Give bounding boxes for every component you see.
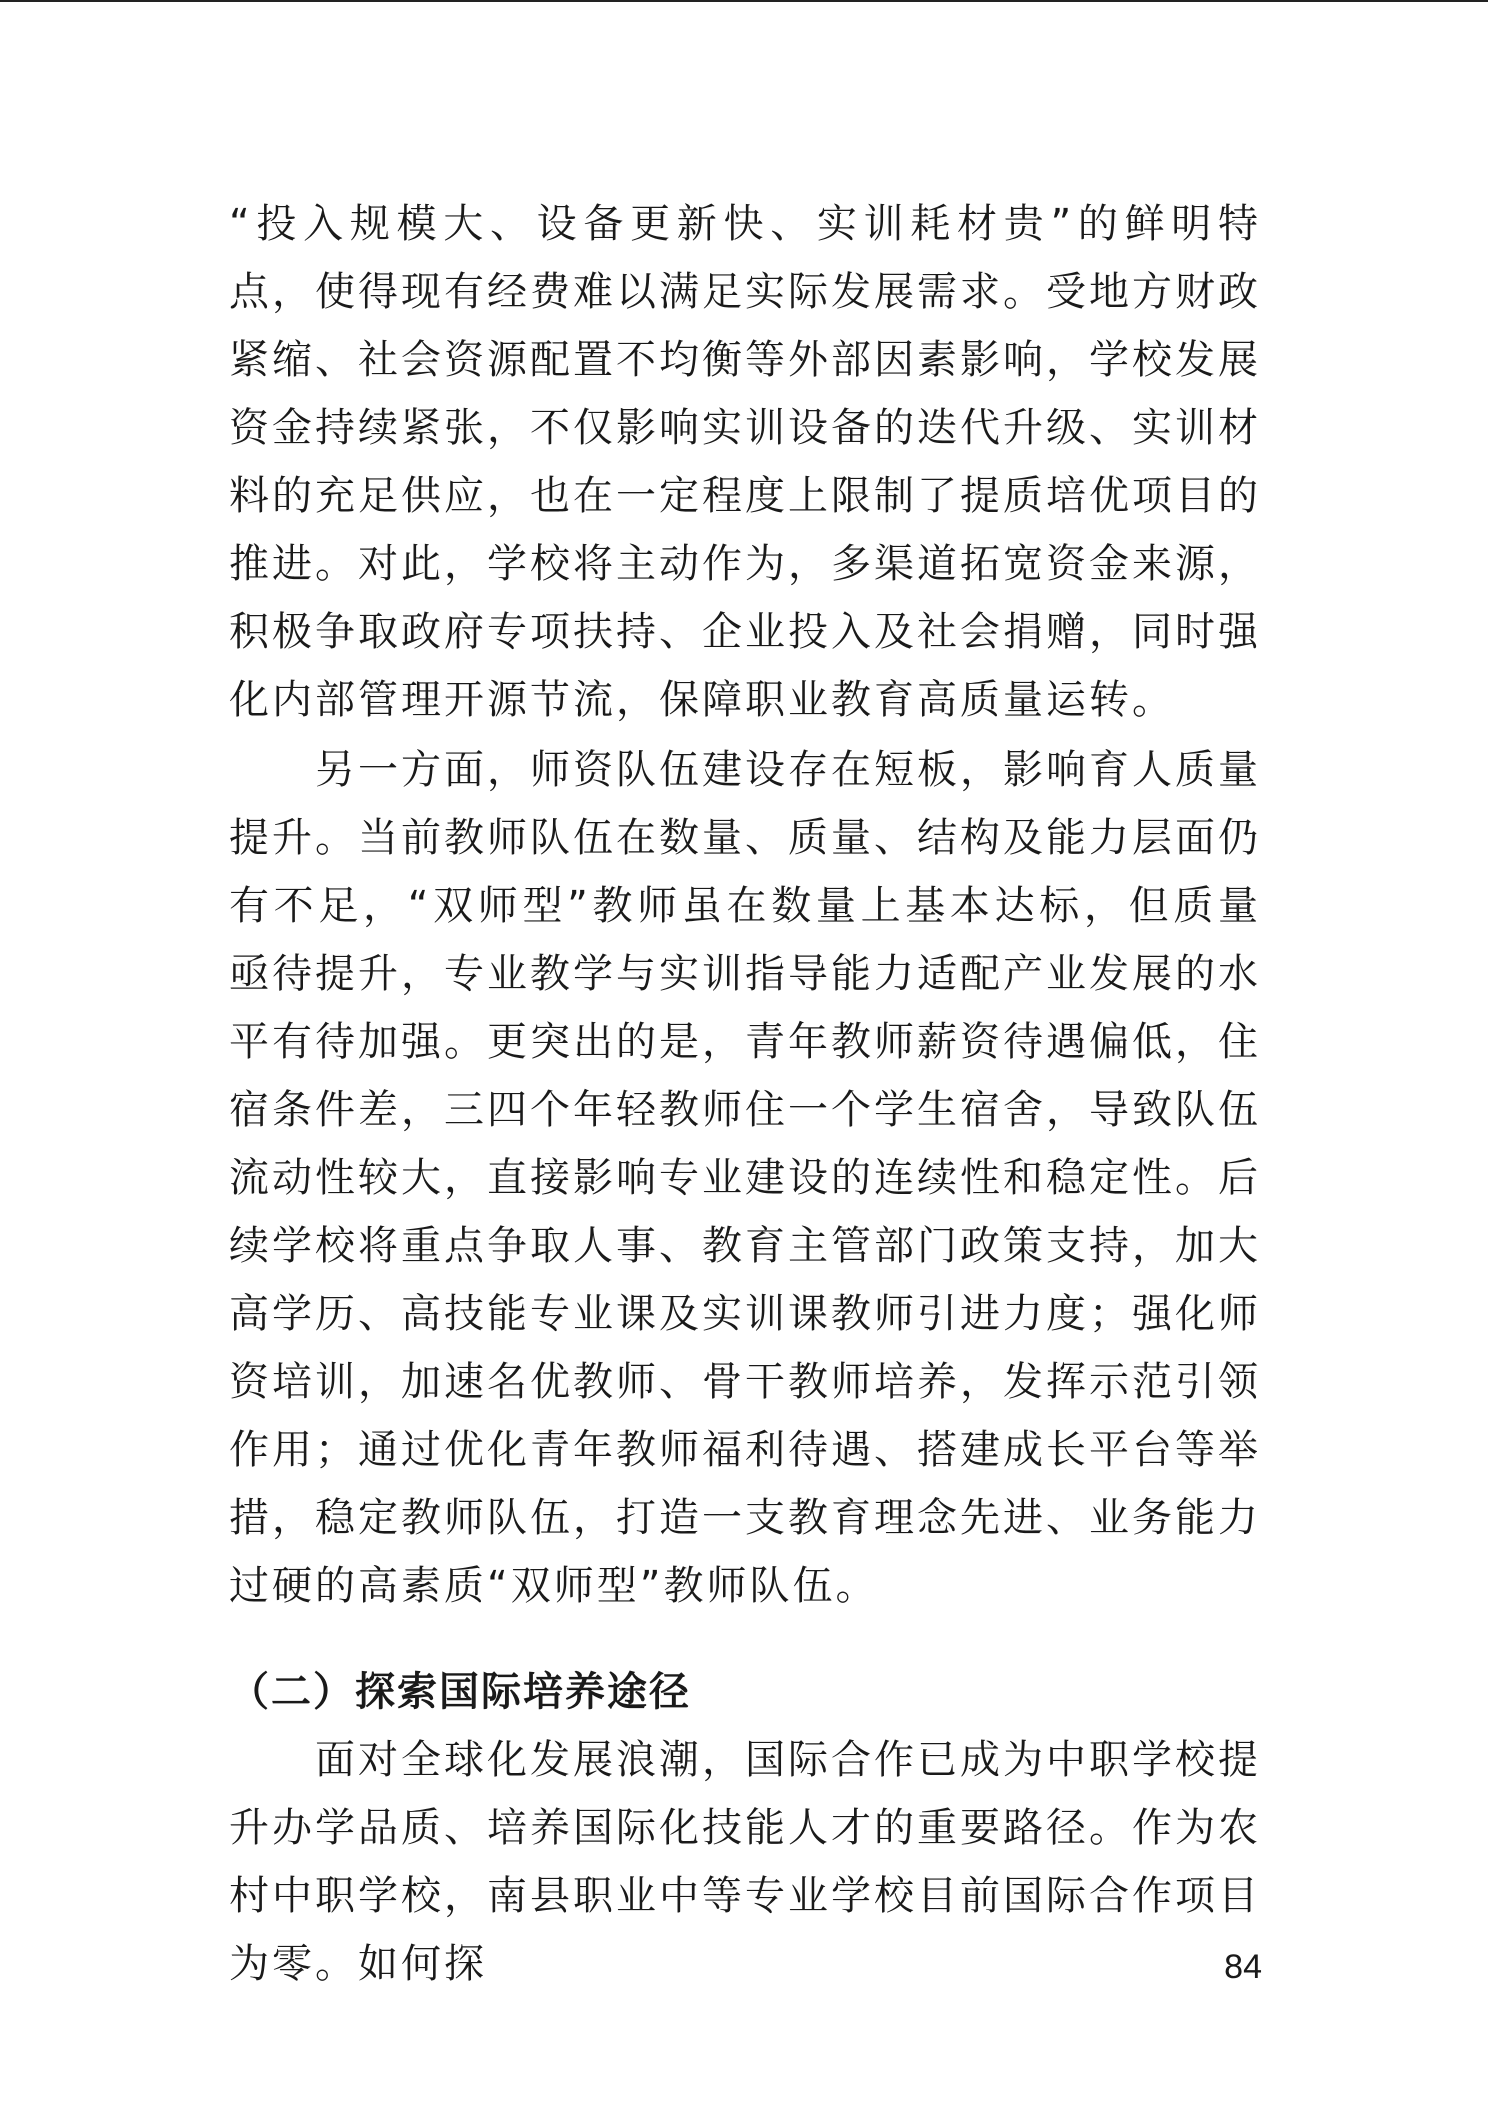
top-border-line (0, 0, 1488, 2)
page-number: 84 (1224, 1948, 1262, 1986)
paragraph-funding: “投入规模大、设备更新快、实训耗材贵”的鲜明特点，使得现有经费难以满足实际发展需求。受地方财政紧缩、社会资源配置不均衡等外部因素影响，学校发展资金持续紧张，不仅影响实训设备的迭代升级、实训材料的充足供应，也在一定程度上限制了提质培优项目的推进。对此，学校将主动作为，多渠道拓宽资金来源，积极争取政府专项扶持、企业投入及社会捐赠，同时强化内部管理开源节流，保障职业教育高质量运转。 (229, 201, 1261, 723)
paragraph-international: 面对全球化发展浪潮，国际合作已成为中职学校提升办学品质、培养国际化技能人才的重要路径。作为农村中职学校，南县职业中等专业学校目前国际合作项目为零。如何探 (229, 1737, 1261, 1987)
paragraph-teachers: 另一方面，师资队伍建设存在短板，影响育人质量提升。当前教师队伍在数量、质量、结构及能力层面仍有不足，“双师型”教师虽在数量上基本达标，但质量亟待提升，专业教学与实训指导能力适配产业发展的水平有待加强。更突出的是，青年教师薪资待遇偏低，住宿条件差，三四个年轻教师住一个学生宿舍，导致队伍流动性较大，直接影响专业建设的连续性和稳定性。后续学校将重点争取人事、教育主管部门政策支持，加大高学历、高技能专业课及实训课教师引进力度；强化师资培训，加速名优教师、骨干教师培养，发挥示范引领作用；通过优化青年教师福利待遇、搭建成长平台等举措，稳定教师队伍，打造一支教育理念先进、业务能力过硬的高素质“双师型”教师队伍。 (229, 747, 1261, 1609)
section-heading: （二）探索国际培养途径 (229, 1669, 691, 1715)
page-body (229, 190, 1261, 1998)
